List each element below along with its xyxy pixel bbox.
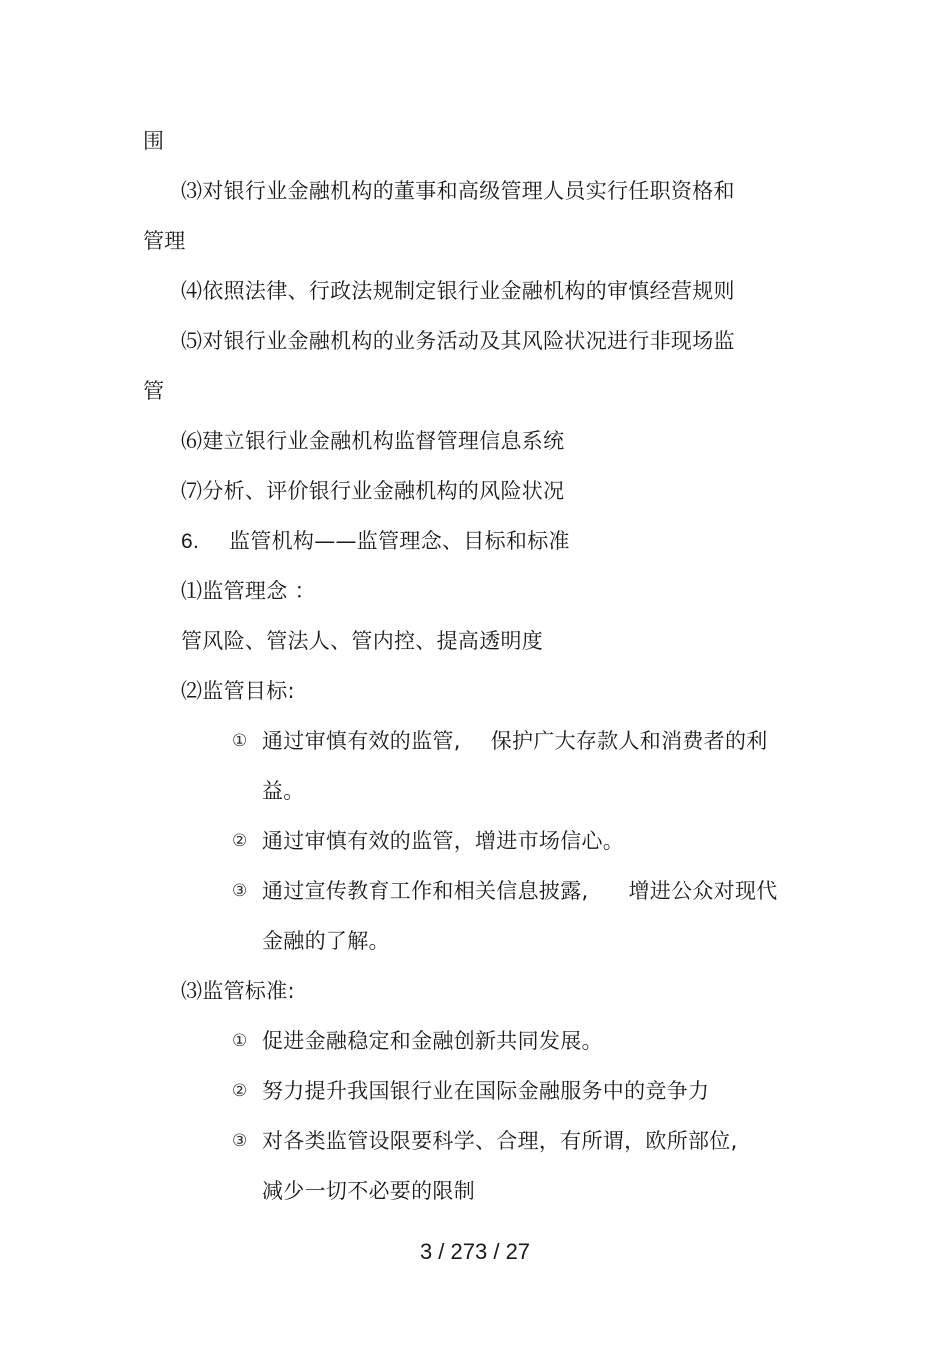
section-title: 监管机构——监管理念、目标和标准 — [229, 529, 570, 553]
list-item-text: 通过审慎有效的监管, — [262, 729, 461, 753]
page-number: 3 / 273 / 27 — [419, 1239, 531, 1264]
subheading: ⑵监管目标: — [181, 679, 295, 703]
list-marker: ① — [232, 731, 248, 751]
list-item-continuation: 金融的了解。 — [262, 929, 390, 953]
text-line: 管风险、管法人、管内控、提高透明度 — [181, 629, 544, 653]
text-line: 管 — [143, 379, 165, 403]
section-heading — [181, 526, 570, 557]
text-line: ⑶对银行业金融机构的董事和高级管理人员实行任职资格和 — [181, 179, 735, 203]
subheading: ⑶监管标准: — [181, 979, 295, 1003]
list-marker: ③ — [232, 881, 248, 901]
list-item-text: 增进公众对现代 — [628, 879, 778, 903]
list-item-continuation: 益。 — [262, 779, 305, 803]
text-line: 围 — [143, 129, 165, 153]
text-line: ⑺分析、评价银行业金融机构的风险状况 — [181, 479, 565, 503]
list-item: 通过审慎有效的监管，增进市场信心。 — [262, 829, 625, 853]
list-item-text: 通过宣传教育工作和相关信息披露, — [262, 879, 589, 903]
list-marker: ② — [232, 1081, 248, 1101]
list-item-continuation: 减少一切不必要的限制 — [262, 1179, 475, 1203]
text-line: ⑷依照法律、行政法规制定银行业金融机构的审慎经营规则 — [181, 279, 735, 303]
text-line: 管理 — [143, 229, 186, 253]
subheading: ⑴监管理念 ： — [181, 579, 316, 603]
list-marker: ③ — [232, 1131, 248, 1151]
list-item: 努力提升我国银行业在国际金融服务中的竞争力 — [262, 1079, 710, 1103]
section-number: 6. — [181, 530, 200, 553]
text-line: ⑹建立银行业金融机构监督管理信息系统 — [181, 429, 565, 453]
list-item — [262, 876, 778, 906]
list-marker: ① — [232, 1031, 248, 1051]
list-item-text: 保护广大存款人和消费者的利 — [490, 729, 768, 753]
text-line: ⑸对银行业金融机构的业务活动及其风险状况进行非现场监 — [181, 329, 735, 353]
list-item — [262, 726, 768, 756]
list-item: 促进金融稳定和金融创新共同发展。 — [262, 1029, 603, 1053]
list-marker: ② — [232, 831, 248, 851]
list-item: 对各类监管设限要科学、合理，有所谓，欧所部位, — [262, 1129, 738, 1153]
